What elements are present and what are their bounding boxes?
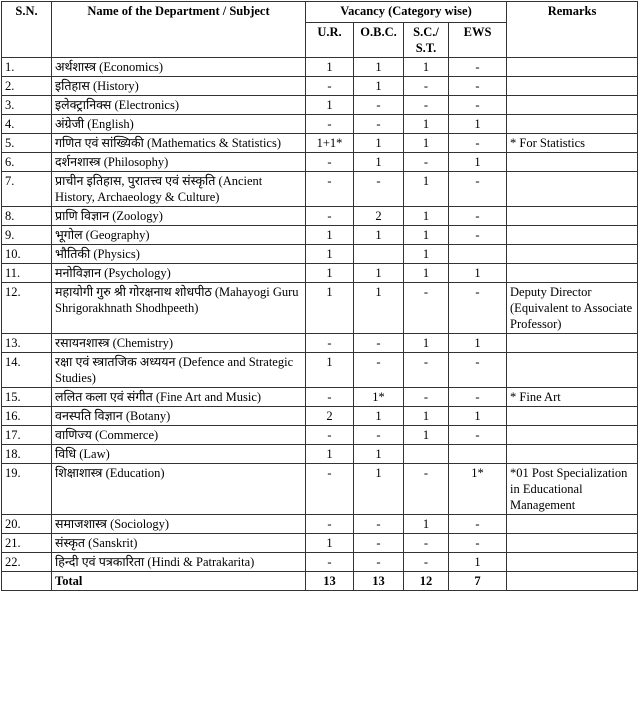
table-row [2,515,638,534]
cell-remarks [507,77,638,96]
cell-remarks [507,353,638,388]
cell-obc: 1 [354,77,404,96]
cell-sn: 15. [2,388,52,407]
cell-sn: 19. [2,464,52,515]
cell-sn: 10. [2,245,52,264]
cell-sn: 18. [2,445,52,464]
cell-ews: - [449,58,507,77]
cell-remarks [507,172,638,207]
cell-department: भौतिकी (Physics) [52,245,306,264]
header-vacancy: Vacancy (Category wise) [306,2,507,23]
cell-obc: 1 [354,153,404,172]
cell-ur: 1 [306,226,354,245]
cell-ur: - [306,153,354,172]
cell-remarks [507,445,638,464]
cell-department: समाजशास्त्र (Sociology) [52,515,306,534]
table-row [2,464,638,515]
cell-department: महायोगी गुरु श्री गोरक्षनाथ शोधपीठ (Mahayogi Guru Shrigorakhnath Shodhpeeth) [52,283,306,334]
cell-sc-st: 1 [404,407,449,426]
cell-obc: 1 [354,283,404,334]
cell-department: रक्षा एवं स्त्रातजिक अध्ययन (Defence and Strategic Studies) [52,353,306,388]
cell-remarks [507,207,638,226]
cell-department: प्राणि विज्ञान (Zoology) [52,207,306,226]
cell-sc-st: 1 [404,264,449,283]
cell-sc-st: 1 [404,58,449,77]
cell-ur: - [306,426,354,445]
cell-department: प्राचीन इतिहास, पुरातत्त्व एवं संस्कृति (Ancient History, Archaeology & Culture) [52,172,306,207]
cell-department: अंग्रेजी (English) [52,115,306,134]
cell-remarks [507,334,638,353]
cell-department: दर्शनशास्त्र (Philosophy) [52,153,306,172]
cell-sn: 4. [2,115,52,134]
cell-department: अर्थशास्त्र (Economics) [52,58,306,77]
cell-sn: 20. [2,515,52,534]
table-row [2,553,638,572]
table-row [2,353,638,388]
cell-ur: - [306,207,354,226]
table-row [2,77,638,96]
cell-ur: 1 [306,96,354,115]
cell-sc-st: 1 [404,115,449,134]
header-sn: S.N. [2,2,52,58]
cell-sn: 5. [2,134,52,153]
cell-sc-st: - [404,388,449,407]
cell-ur: 1 [306,283,354,334]
total-label: Total [52,572,306,591]
cell-sn: 17. [2,426,52,445]
cell-sc-st: 1 [404,334,449,353]
table-row [2,58,638,77]
cell-ews: - [449,172,507,207]
cell-sn: 7. [2,172,52,207]
cell-sn: 13. [2,334,52,353]
cell-department: रसायनशास्त्र (Chemistry) [52,334,306,353]
cell-obc: - [354,534,404,553]
cell-department: मनोविज्ञान (Psychology) [52,264,306,283]
cell-ur: 1+1* [306,134,354,153]
cell-sc-st: 1 [404,134,449,153]
cell-remarks: *01 Post Specialization in Educational Management [507,464,638,515]
cell-ur: 1 [306,245,354,264]
cell-ur: 2 [306,407,354,426]
cell-remarks [507,153,638,172]
cell-remarks [507,534,638,553]
cell-sn: 22. [2,553,52,572]
cell-department: ललित कला एवं संगीत (Fine Art and Music) [52,388,306,407]
cell-remarks: * For Statistics [507,134,638,153]
cell-ews: - [449,515,507,534]
cell-ur: 1 [306,534,354,553]
cell-obc: - [354,96,404,115]
vacancy-table [1,1,638,591]
total-row [2,572,638,591]
table-row [2,445,638,464]
cell-sn: 3. [2,96,52,115]
cell-sn: 8. [2,207,52,226]
cell-ews: - [449,226,507,245]
cell-ews: 1* [449,464,507,515]
cell-ews: 1 [449,334,507,353]
cell-department: गणित एवं सांख्यिकी (Mathematics & Statistics) [52,134,306,153]
table-row [2,534,638,553]
cell-remarks: Deputy Director (Equivalent to Associate Professor) [507,283,638,334]
cell-sc-st: - [404,283,449,334]
table-row [2,115,638,134]
cell-ews: - [449,283,507,334]
cell-ews: - [449,426,507,445]
cell-obc: - [354,172,404,207]
table-row [2,426,638,445]
total-sc-st: 12 [404,572,449,591]
cell-obc [354,245,404,264]
cell-ews [449,445,507,464]
cell-department: भूगोल (Geography) [52,226,306,245]
cell-department: इतिहास (History) [52,77,306,96]
cell-ur: 1 [306,58,354,77]
cell-remarks [507,264,638,283]
cell-department: हिन्दी एवं पत्रकारिता (Hindi & Patrakarita) [52,553,306,572]
cell-sc-st: - [404,153,449,172]
cell-obc: 2 [354,207,404,226]
table-row [2,388,638,407]
cell-ews: 1 [449,153,507,172]
table-row [2,245,638,264]
cell-remarks [507,553,638,572]
table-row [2,96,638,115]
cell-sn: 16. [2,407,52,426]
cell-sc-st: 1 [404,245,449,264]
cell-sn: 14. [2,353,52,388]
header-obc: O.B.C. [354,23,404,58]
table-row [2,172,638,207]
cell-obc: - [354,553,404,572]
header-ews: EWS [449,23,507,58]
cell-sc-st: 1 [404,426,449,445]
cell-ews: 1 [449,115,507,134]
cell-sc-st: 1 [404,172,449,207]
total-ews: 7 [449,572,507,591]
cell-ews: - [449,353,507,388]
cell-ur: - [306,334,354,353]
total-obc: 13 [354,572,404,591]
cell-ur: 1 [306,353,354,388]
cell-ews: - [449,534,507,553]
cell-obc: 1* [354,388,404,407]
cell-department: संस्कृत (Sanskrit) [52,534,306,553]
cell-sc-st: - [404,553,449,572]
cell-ews: 1 [449,407,507,426]
cell-ews: - [449,207,507,226]
cell-ur: - [306,553,354,572]
table-row [2,264,638,283]
cell-sc-st: 1 [404,207,449,226]
cell-ur: - [306,77,354,96]
cell-ur: - [306,464,354,515]
cell-obc: 1 [354,58,404,77]
cell-department: इलेक्ट्रानिक्स (Electronics) [52,96,306,115]
cell-remarks [507,96,638,115]
cell-obc: 1 [354,226,404,245]
cell-sc-st: - [404,77,449,96]
cell-ews [449,245,507,264]
cell-remarks: * Fine Art [507,388,638,407]
cell-sc-st: 1 [404,515,449,534]
header-remarks: Remarks [507,2,638,58]
table-row [2,207,638,226]
cell-department: वाणिज्य (Commerce) [52,426,306,445]
cell-sn: 11. [2,264,52,283]
cell-obc: - [354,426,404,445]
table-row [2,407,638,426]
cell-ur: - [306,172,354,207]
table-row [2,226,638,245]
cell-ews: - [449,96,507,115]
cell-sc-st: 1 [404,226,449,245]
cell-ur: - [306,115,354,134]
cell-obc: 1 [354,134,404,153]
cell-ews: - [449,134,507,153]
cell-remarks [507,58,638,77]
cell-ur: 1 [306,445,354,464]
cell-sc-st: - [404,464,449,515]
table-row [2,334,638,353]
cell-remarks [507,407,638,426]
cell-sn: 6. [2,153,52,172]
cell-remarks [507,245,638,264]
cell-sn: 2. [2,77,52,96]
cell-obc: 1 [354,264,404,283]
cell-sn: 1. [2,58,52,77]
cell-remarks [507,115,638,134]
cell-ur: - [306,515,354,534]
cell-ur: - [306,388,354,407]
cell-sc-st [404,445,449,464]
cell-department: विधि (Law) [52,445,306,464]
cell-sn: 12. [2,283,52,334]
cell-ews: - [449,388,507,407]
cell-sc-st: - [404,353,449,388]
cell-obc: - [354,515,404,534]
cell-obc: - [354,334,404,353]
cell-obc: 1 [354,445,404,464]
cell-obc: 1 [354,464,404,515]
table-row [2,283,638,334]
cell-sc-st: - [404,96,449,115]
cell-sn: 9. [2,226,52,245]
cell-remarks [507,426,638,445]
cell-ews: 1 [449,553,507,572]
table-row [2,134,638,153]
cell-obc: - [354,353,404,388]
cell-department: शिक्षाशास्त्र (Education) [52,464,306,515]
cell-obc: - [354,115,404,134]
total-remarks [507,572,638,591]
cell-sc-st: - [404,534,449,553]
total-ur: 13 [306,572,354,591]
header-ur: U.R. [306,23,354,58]
cell-remarks [507,226,638,245]
cell-sn: 21. [2,534,52,553]
header-sc-st: S.C./ S.T. [404,23,449,58]
table-row [2,153,638,172]
cell-remarks [507,515,638,534]
cell-ews: 1 [449,264,507,283]
header-department: Name of the Department / Subject [52,2,306,58]
cell-ews: - [449,77,507,96]
cell-obc: 1 [354,407,404,426]
cell-department: वनस्पति विज्ञान (Botany) [52,407,306,426]
cell-ur: 1 [306,264,354,283]
total-sn [2,572,52,591]
